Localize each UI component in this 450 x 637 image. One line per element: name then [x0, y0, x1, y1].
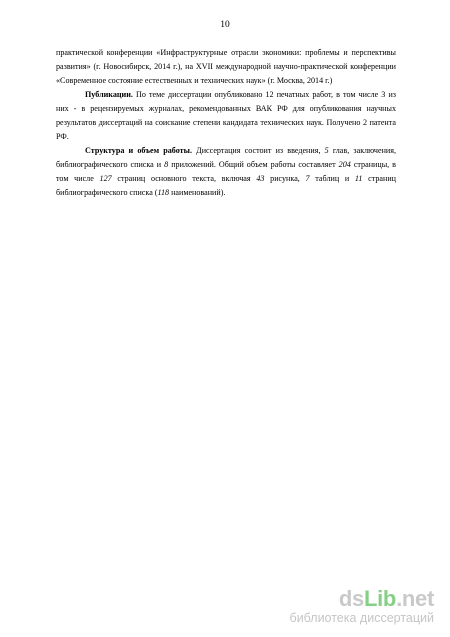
paragraph-publications [56, 88, 396, 144]
structure-text: страниц основного текста, включая [111, 174, 257, 183]
paragraph-structure [56, 144, 396, 200]
page-number: 10 [220, 20, 230, 30]
structure-text: страниц библиографического списка ( [56, 174, 397, 197]
appendices-count: 8 [164, 160, 169, 169]
structure-text: рисунка, [264, 174, 306, 183]
structure-text: глав, заключения, библиографического списка и [56, 146, 396, 169]
dslib-watermark [290, 588, 434, 626]
main-text-pages: 127 [99, 174, 112, 183]
references-count: 118 [157, 188, 170, 197]
structure-text: Диссертация состоит из введения, [192, 146, 325, 155]
total-pages: 204 [338, 160, 351, 169]
structure-text: наименований). [169, 188, 226, 197]
dslib-logo: dsLib.net [338, 586, 434, 611]
document-body [56, 46, 396, 200]
structure-text: приложений. Общий объем работы составляет [168, 160, 339, 169]
publications-heading: Публикации. [85, 90, 133, 99]
structure-text: таблиц и [309, 174, 355, 183]
structure-text: страницы, в том числе [56, 160, 396, 183]
chapters-count: 5 [324, 146, 329, 155]
publications-text: По теме диссертации опубликовано 12 печатных работ, в том числе 3 из них - в рецензируемых журналах, рекомендованных ВАК РФ для опубликования научных результатов диссертаций на соискание степени кандидата технических наук. Получено 2 патента РФ. [56, 90, 396, 141]
watermark-subtitle: библиотека диссертаций [289, 611, 434, 625]
paragraph-conference: практической конференции «Инфраструктурные отрасли экономики: проблемы и перспективы развития» (г. Новосибирск, 2014 г.), на XVII международной научно-практической конференции «Современное состояние естественных и технических наук» (г. Москва, 2014 г.) [56, 48, 396, 85]
tables-count: 7 [305, 174, 310, 183]
figures-count: 43 [256, 174, 265, 183]
bibliography-pages: 11 [354, 174, 363, 183]
structure-heading: Структура и объем работы. [85, 146, 193, 155]
